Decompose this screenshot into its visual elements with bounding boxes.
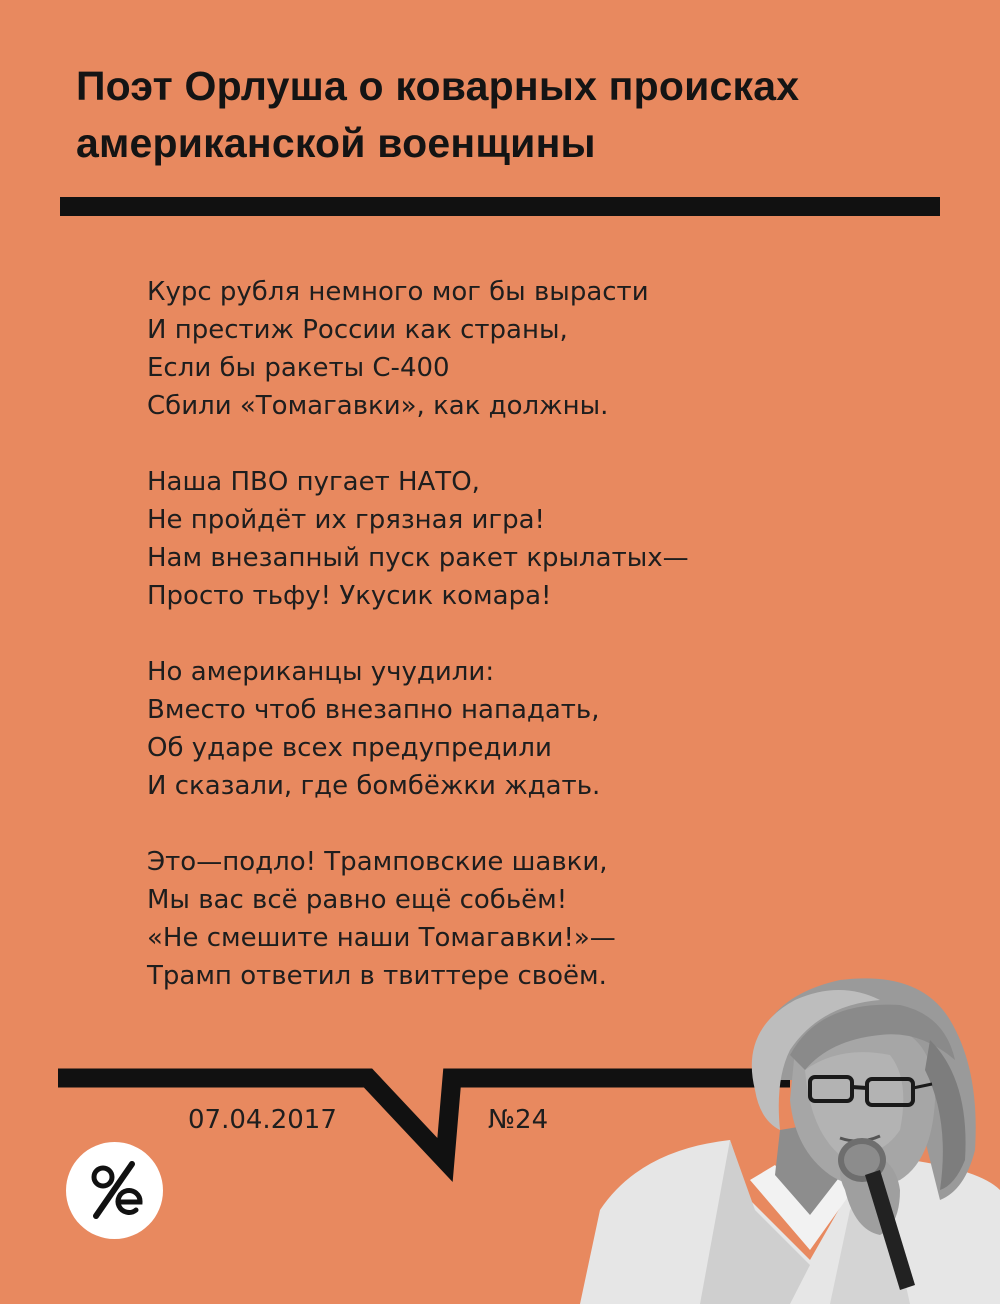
- stanza-3: [147, 653, 867, 805]
- publication-date: 07.04.2017: [188, 1105, 337, 1135]
- verse-line: Вместо чтоб внезапно нападать,: [147, 695, 600, 725]
- verse-line: И сказали, где бомбёжки ждать.: [147, 771, 601, 801]
- poet-portrait: [580, 960, 1000, 1304]
- percent-e-logo-icon: [66, 1142, 163, 1239]
- poem: [147, 273, 867, 995]
- verse-line: Наша ПВО пугает НАТО,: [147, 467, 480, 497]
- header-divider: [60, 197, 940, 216]
- stanza-2: [147, 463, 867, 615]
- issue-number: №24: [488, 1105, 549, 1135]
- verse-line: Об ударе всех предупредили: [147, 733, 552, 763]
- verse-line: Трамп ответил в твиттере своём.: [147, 961, 607, 991]
- verse-line: «Не смешите наши Томагавки!»—: [147, 923, 616, 953]
- verse-line: Это—подло! Трамповские шавки,: [147, 847, 608, 877]
- verse-line: Нам внезапный пуск ракет крылатых—: [147, 543, 689, 573]
- verse-line: Курс рубля немного мог бы вырасти: [147, 277, 649, 307]
- stanza-1: [147, 273, 867, 425]
- title-line-1: Поэт Орлуша о коварных происках: [76, 63, 800, 109]
- verse-line: Если бы ракеты С-400: [147, 353, 450, 383]
- verse-line: Мы вас всё равно ещё собьём!: [147, 885, 568, 915]
- title-line-2: американской военщины: [76, 120, 596, 166]
- page-title: [76, 58, 956, 172]
- verse-line: Сбили «Томагавки», как должны.: [147, 391, 609, 421]
- verse-line: И престиж России как страны,: [147, 315, 568, 345]
- verse-line: Но американцы учудили:: [147, 657, 495, 687]
- verse-line: Не пройдёт их грязная игра!: [147, 505, 545, 535]
- verse-line: Просто тьфу! Укусик комара!: [147, 581, 552, 611]
